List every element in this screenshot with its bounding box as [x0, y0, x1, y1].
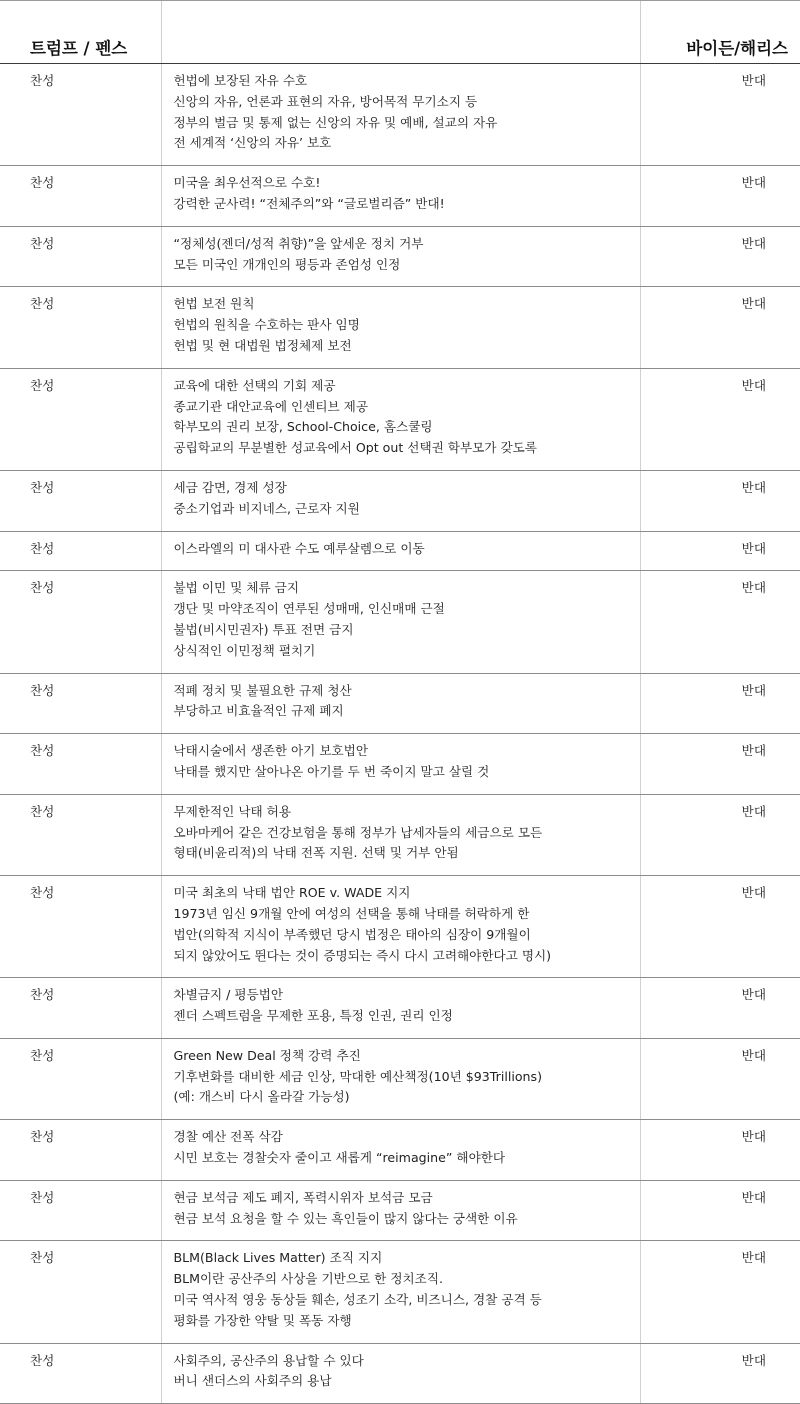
table-row: [0, 794, 800, 875]
policy-description: [161, 876, 640, 978]
table-row: [0, 1120, 800, 1181]
policy-line: 정부의 벌금 및 통제 없는 신앙의 자유 및 예배, 설교의 자유: [173, 114, 498, 130]
biden-harris-stance: 반대: [640, 978, 800, 1039]
policy-line: 적폐 정치 및 불필요한 규제 청산: [173, 682, 352, 698]
policy-line: 낙태를 했지만 살아나온 아기를 두 번 죽이지 말고 살릴 것: [173, 763, 490, 779]
policy-description: [161, 287, 640, 368]
table-row: [0, 287, 800, 368]
trump-pence-stance: 찬성: [0, 64, 161, 166]
policy-line: 차별금지 / 평등법안: [173, 987, 284, 1003]
policy-line: BLM이란 공산주의 사상을 기반으로 한 정치조직.: [173, 1271, 444, 1287]
biden-harris-stance: 반대: [640, 794, 800, 875]
header-trump-pence: 트럼프 / 펜스: [0, 1, 161, 64]
policy-description: [161, 978, 640, 1039]
policy-line: 중소기업과 비지네스, 근로자 지원: [173, 500, 360, 516]
trump-pence-stance: 찬성: [0, 1120, 161, 1181]
biden-harris-stance: 반대: [640, 1120, 800, 1181]
policy-line: 갱단 및 마약조직이 연루된 성매매, 인신매매 근절: [173, 601, 445, 617]
biden-harris-stance: 반대: [640, 571, 800, 673]
policy-line: 모든 미국인 개개인의 평등과 존엄성 인정: [173, 256, 401, 272]
biden-harris-stance: 반대: [640, 287, 800, 368]
policy-line: 종교기관 대안교육에 인센티브 제공: [173, 398, 368, 414]
table-row: [0, 64, 800, 166]
policy-line: 현금 보석금 제도 폐지, 폭력시위자 보석금 모금: [173, 1189, 433, 1205]
table-row: [0, 673, 800, 734]
biden-harris-stance: 반대: [640, 1180, 800, 1241]
policy-description: [161, 64, 640, 166]
table-header-row: [0, 1, 800, 64]
policy-line: 상식적인 이민정책 펼치기: [173, 642, 316, 658]
policy-description: [161, 734, 640, 795]
policy-line: 불법 이민 및 체류 금지: [173, 580, 300, 596]
trump-pence-stance: 찬성: [0, 978, 161, 1039]
policy-line: 헌법 및 현 대법원 법정체제 보전: [173, 337, 352, 353]
policy-line: BLM(Black Lives Matter) 조직 지지: [173, 1250, 383, 1266]
policy-line: 평화를 가장한 약탈 및 폭동 자행: [173, 1312, 352, 1328]
policy-line: 공립학교의 무분별한 성교육에서 Opt out 선택권 학부모가 갖도록: [173, 440, 537, 456]
table-row: [0, 1180, 800, 1241]
table-row: [0, 166, 800, 227]
policy-line: (예: 개스비 다시 올라갈 가능성): [173, 1089, 350, 1105]
policy-line: 신앙의 자유, 언론과 표현의 자유, 방어목적 무기소지 등: [173, 93, 478, 109]
policy-comparison-table: [0, 1, 800, 1404]
table-row: [0, 978, 800, 1039]
trump-pence-stance: 찬성: [0, 794, 161, 875]
header-policy: [161, 1, 640, 64]
biden-harris-stance: 반대: [640, 64, 800, 166]
policy-description: [161, 1343, 640, 1404]
policy-line: 현금 보석 요청을 할 수 있는 흑인들이 많지 않다는 궁색한 이유: [173, 1210, 518, 1226]
trump-pence-stance: 찬성: [0, 1241, 161, 1343]
policy-line: 미국 역사적 영웅 동상들 훼손, 성조기 소각, 비즈니스, 경찰 공격 등: [173, 1292, 542, 1308]
policy-description: [161, 1120, 640, 1181]
policy-line: 이스라엘의 미 대사관 수도 예루살렘으로 이동: [173, 540, 425, 556]
biden-harris-stance: 반대: [640, 166, 800, 227]
biden-harris-stance: 반대: [640, 1038, 800, 1119]
policy-line: 학부모의 권리 보장, School-Choice, 홈스쿨링: [173, 419, 433, 435]
table-row: [0, 876, 800, 978]
policy-description: [161, 794, 640, 875]
biden-harris-stance: 반대: [640, 673, 800, 734]
policy-line: 교육에 대한 선택의 기회 제공: [173, 377, 336, 393]
table-row: [0, 734, 800, 795]
policy-description: [161, 1241, 640, 1343]
policy-line: Green New Deal 정책 강력 추진: [173, 1047, 361, 1063]
trump-pence-stance: 찬성: [0, 368, 161, 470]
policy-line: 세금 감면, 경제 성장: [173, 479, 287, 495]
policy-description: [161, 166, 640, 227]
policy-line: 버니 샌더스의 사회주의 용납: [173, 1373, 332, 1389]
trump-pence-stance: 찬성: [0, 287, 161, 368]
policy-line: 전 세계적 ‘신앙의 자유’ 보호: [173, 135, 332, 151]
policy-line: 미국 최초의 낙태 법안 ROE v. WADE 지지: [173, 885, 411, 901]
policy-description: [161, 368, 640, 470]
policy-line: 경찰 예산 전폭 삭감: [173, 1129, 283, 1145]
policy-line: 헌법에 보장된 자유 수호: [173, 73, 308, 88]
table-row: [0, 1343, 800, 1404]
trump-pence-stance: 찬성: [0, 1038, 161, 1119]
table-row: [0, 226, 800, 287]
trump-pence-stance: 찬성: [0, 531, 161, 571]
policy-line: 오바마케어 같은 건강보험을 통해 정부가 납세자들의 세금으로 모든: [173, 824, 543, 840]
table-row: [0, 368, 800, 470]
policy-description: [161, 531, 640, 571]
table-row: [0, 1241, 800, 1343]
policy-line: 불법(비시민권자) 투표 전면 금지: [173, 621, 354, 637]
trump-pence-stance: 찬성: [0, 734, 161, 795]
policy-description: [161, 1038, 640, 1119]
policy-line: 부당하고 비효율적인 규제 폐지: [173, 703, 344, 719]
biden-harris-stance: 반대: [640, 226, 800, 287]
biden-harris-stance: 반대: [640, 876, 800, 978]
policy-line: 법안(의학적 지식이 부족했던 당시 법정은 태아의 심장이 9개월이: [173, 926, 531, 942]
trump-pence-stance: 찬성: [0, 876, 161, 978]
policy-line: 기후변화를 대비한 세금 인상, 막대한 예산책정(10년 $93Trillions): [173, 1068, 542, 1084]
policy-line: “정체성(젠더/성적 취향)”을 앞세운 정치 거부: [173, 235, 424, 251]
policy-description: [161, 226, 640, 287]
policy-description: [161, 571, 640, 673]
trump-pence-stance: 찬성: [0, 1343, 161, 1404]
biden-harris-stance: 반대: [640, 1241, 800, 1343]
policy-line: 형태(비윤리적)의 낙태 전폭 지원. 선택 및 거부 안됨: [173, 845, 459, 861]
table-body: [0, 64, 800, 1404]
policy-line: 낙태시술에서 생존한 아기 보호법안: [173, 743, 368, 759]
trump-pence-stance: 찬성: [0, 673, 161, 734]
trump-pence-stance: 찬성: [0, 166, 161, 227]
policy-line: 무제한적인 낙태 허용: [173, 803, 291, 819]
table-row: [0, 571, 800, 673]
policy-description: [161, 673, 640, 734]
biden-harris-stance: 반대: [640, 470, 800, 531]
policy-line: 헌법 보전 원칙: [173, 296, 255, 312]
policy-line: 젠더 스펙트럼을 무제한 포용, 특정 인권, 권리 인정: [173, 1008, 453, 1024]
policy-line: 강력한 군사력! “전체주의”와 “글로벌리즘” 반대!: [173, 195, 445, 211]
policy-line: 시민 보호는 경찰숫자 줄이고 새롭게 “reimagine” 해야한다: [173, 1150, 506, 1166]
biden-harris-stance: 반대: [640, 531, 800, 571]
trump-pence-stance: 찬성: [0, 571, 161, 673]
biden-harris-stance: 반대: [640, 1343, 800, 1404]
table-row: [0, 470, 800, 531]
trump-pence-stance: 찬성: [0, 1180, 161, 1241]
table-row: [0, 1038, 800, 1119]
policy-line: 사회주의, 공산주의 용납할 수 있다: [173, 1352, 364, 1368]
trump-pence-stance: 찬성: [0, 470, 161, 531]
policy-line: 미국을 최우선적으로 수호!: [173, 175, 321, 191]
policy-description: [161, 1180, 640, 1241]
policy-line: 되지 않았어도 뛴다는 것이 증명되는 즉시 다시 고려해야한다고 명시): [173, 947, 552, 963]
biden-harris-stance: 반대: [640, 368, 800, 470]
header-biden-harris: 바이든/해리스: [640, 1, 800, 64]
policy-line: 1973년 임신 9개월 안에 여성의 선택을 통해 낙태를 허락하게 한: [173, 905, 530, 921]
table-row: [0, 531, 800, 571]
policy-line: 헌법의 원칙을 수호하는 판사 임명: [173, 317, 360, 333]
biden-harris-stance: 반대: [640, 734, 800, 795]
policy-description: [161, 470, 640, 531]
trump-pence-stance: 찬성: [0, 226, 161, 287]
